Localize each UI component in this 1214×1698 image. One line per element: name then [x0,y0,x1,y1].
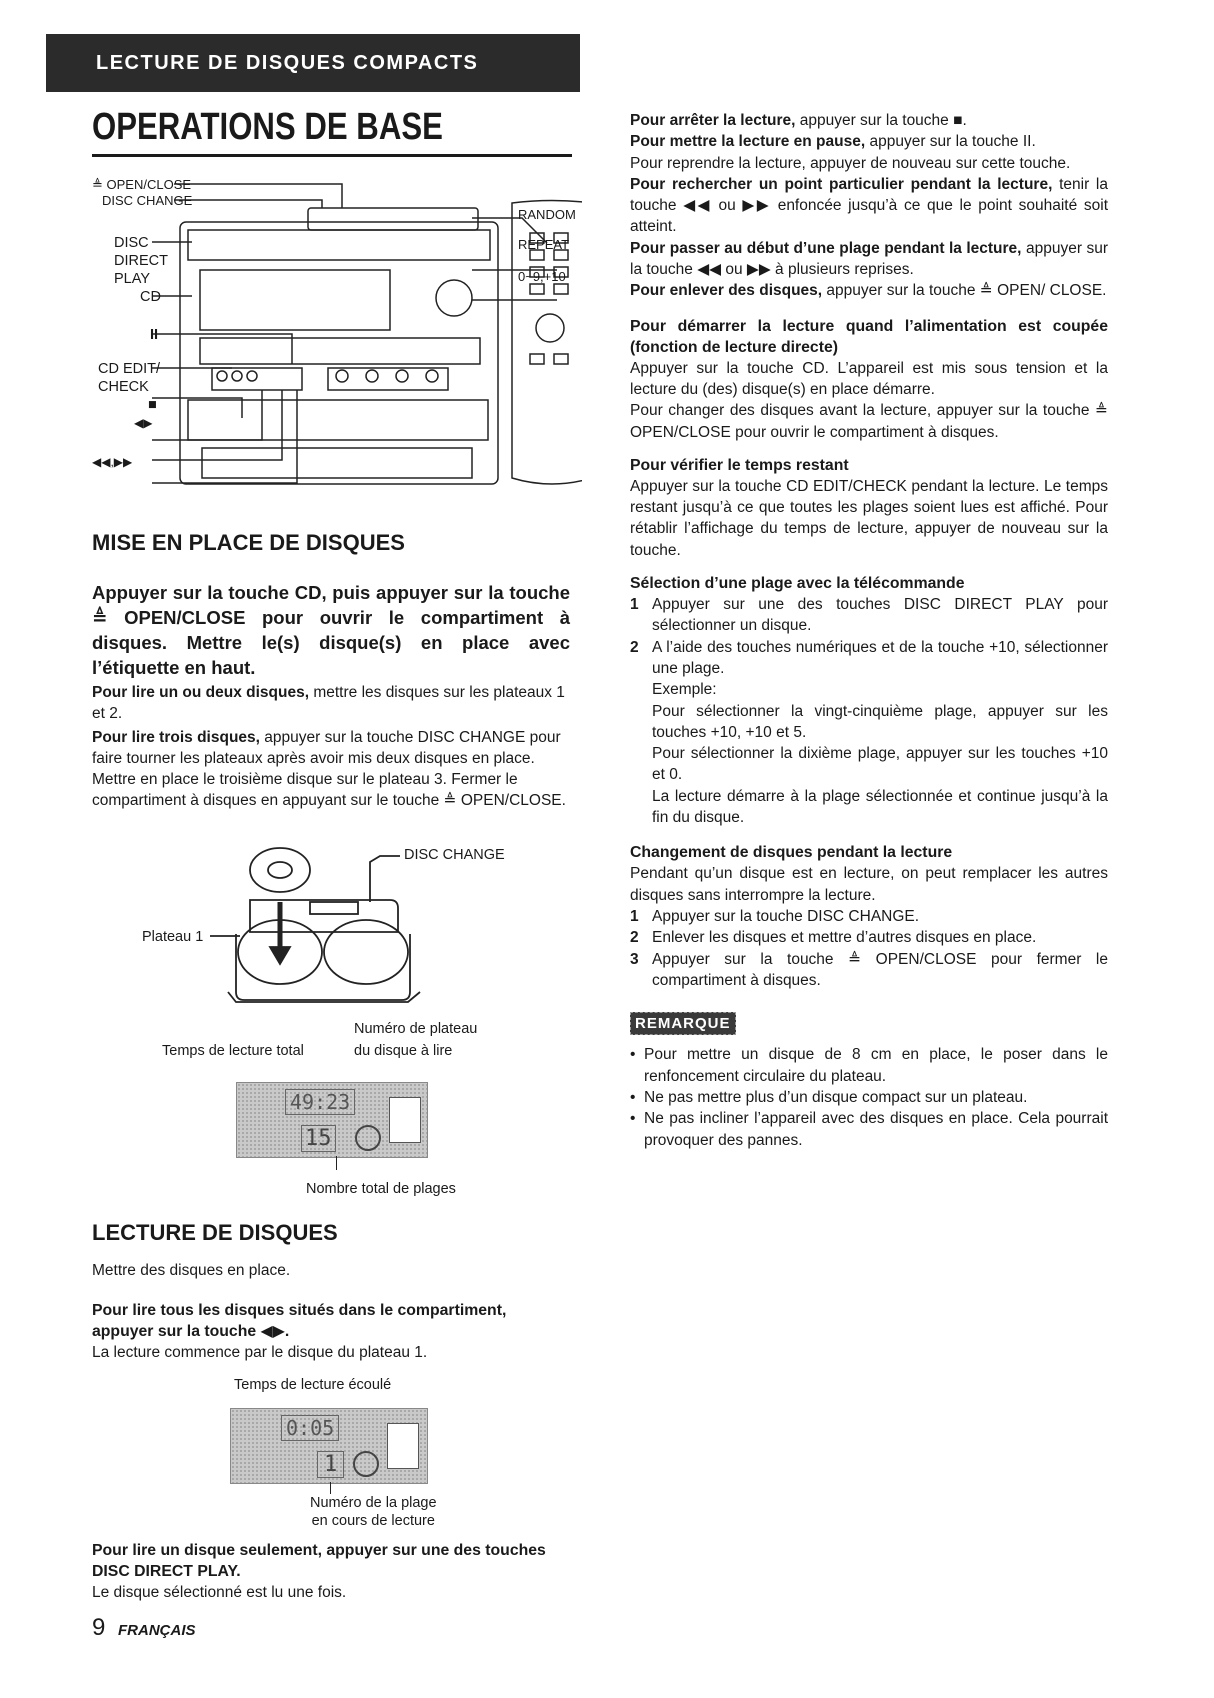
s4-list [630,906,1108,991]
lcd1-time: 49:23 [285,1089,355,1115]
heading-mise-en-place: MISE EN PLACE DE DISQUES [92,530,405,555]
s4-title: Changement de disques pendant la lecture [630,844,953,862]
label-number-keys: 0~9,+10 [518,269,566,284]
mise-p1-text: mettre les disques sur les plateaux 1 et 2. [92,684,565,723]
label-cd: CD [140,289,161,305]
lecture-sub1: Pour lire tous les disques situés dans le compartiment, appuyer sur la touche ◀▶. [92,1302,507,1340]
lcd1-tracks: 15 [301,1125,336,1152]
page-title: OPERATIONS DE BASE [92,106,443,148]
list-item: 2 Enlever les disques et mettre d’autres disques en place. [630,929,1037,947]
notes-list [630,1044,1108,1150]
label-open-close: ≜ OPEN/CLOSE [92,177,192,192]
lcd2-numero-plage-2: en cours de lecture [311,1513,435,1529]
tray-plateau-label: Plateau 1 [142,929,204,945]
r1-bold: Pour arrêter la lecture, [630,112,796,129]
lcd2-time: 0:05 [281,1415,339,1441]
lcd2-pointer-line [330,1482,331,1494]
lcd1-disc-icon [355,1125,381,1151]
list-item: • Pour mettre un disque de 8 cm en place, le poser dans le renfoncement circulaire du plateau. [630,1044,1108,1087]
label-pause: II [150,327,159,343]
lcd1-track-grid [389,1097,421,1143]
r1-text: appuyer sur la touche ■. [795,112,967,129]
lcd1-temps-total: Temps de lecture total [162,1043,304,1059]
section-banner: LECTURE DE DISQUES COMPACTS [46,34,580,92]
r3-text: Pour reprendre la lecture, appuyer de nouveau sur cette touche. [630,154,1071,172]
lcd2-track: 1 [317,1451,344,1478]
list-item: 3 Appuyer sur la touche ≜ OPEN/CLOSE pour fermer le compartiment à disques. [630,950,1108,989]
mise-p1-bold: Pour lire un ou deux disques, [92,684,310,701]
s3-title: Sélection d’une plage avec la télécommande [630,575,965,593]
lcd2-temps-ecoule: Temps de lecture écoulé [234,1377,392,1393]
remarque-badge: REMARQUE [630,1012,736,1035]
lcd1-pointer-line [336,1156,337,1170]
label-play: PLAY [114,271,151,287]
lecture-sub2-text: Le disque sélectionné est lu une fois. [92,1584,347,1601]
label-direct: DIRECT [114,253,168,269]
list-item: 1 Appuyer sur la touche DISC CHANGE. [630,907,920,925]
r6-text: appuyer sur la touche ≜ OPEN/ CLOSE. [822,282,1107,300]
tray-figure [140,842,540,1012]
lcd2-numero-plage [310,1494,437,1530]
list-item: 2 A l’aide des touches numériques et de la touche +10, sélectionner une plage. [630,638,1108,677]
s3-example-1: Pour sélectionner la vingt-cinquième plage, appuyer sur les touches +10, +10 et 5. [652,702,1108,741]
mise-p2-text: appuyer sur la touche DISC CHANGE pour faire tourner les plateaux après avoir mis deux disques en place. Mettre en place le troisième disque sur le plateau 3. Fermer le compartiment à disques en appuyant sur le touche ≜ OPEN/CLOSE. [92,728,566,810]
lcd2-disc-icon [353,1451,379,1477]
s1-p1: Appuyer sur la touche CD. L’appareil est mis sous tension et la lecture du (des) disque(s) en place démarre. [630,359,1108,398]
label-disc: DISC [114,235,149,251]
unit-diagram [92,178,582,508]
r5-bold: Pour passer au début d’une plage pendant la lecture, [630,239,1022,257]
unit-drawing [92,178,582,508]
lcd1-numero-plateau-1: Numéro de plateau [354,1021,478,1037]
lcd2-numero-plage-1: Numéro de la plage [310,1495,437,1511]
lecture-sub1-text: La lecture commence par le disque du plateau 1. [92,1344,428,1361]
s2-p: Appuyer sur la touche CD EDIT/CHECK pendant la lecture. Le temps restant jusqu’à ce que toutes les plages soient lues est affiché. Pour rétablir l’affichage du temps de lecture, appuyer de nouveau sur la touche. [630,477,1108,559]
list-item: • Ne pas incliner l’appareil avec des disques en place. Cela pourrait provoquer des pannes. [630,1108,1108,1151]
lecture-sub2: Pour lire un disque seulement, appuyer sur une des touches DISC DIRECT PLAY. [92,1542,546,1580]
r4-bold: Pour rechercher un point particulier pendant la lecture, [630,175,1053,193]
list-item: 1 Appuyer sur une des touches DISC DIRECT PLAY pour sélectionner un disque. [630,596,1108,635]
label-stop: ■ [148,397,157,413]
right-column [630,110,1108,1151]
title-rule [92,154,572,157]
list-item: • Ne pas mettre plus d’un disque compact sur un plateau. [630,1087,1108,1108]
heading-lecture: LECTURE DE DISQUES [92,1220,338,1245]
s3-list [630,594,1108,679]
s3-example-3: La lecture démarre à la plage sélectionnée et continue jusqu’à la fin du disque. [652,787,1108,827]
s1-title: Pour démarrer la lecture quand l’alimentation est coupée (fonction de lecture directe) [630,317,1108,356]
lcd1-nombre-plages: Nombre total de plages [306,1181,456,1197]
s2-title: Pour vérifier le temps restant [630,456,849,474]
s3-example-2: Pour sélectionner la dixième plage, appuyer sur les touches +10 et 0. [652,745,1108,784]
s3-example-label: Exemple: [652,681,717,699]
s1-p2: Pour changer des disques avant la lecture, appuyer sur la touche ≜ OPEN/CLOSE pour ouvrir le compartiment à disques. [630,402,1108,441]
tray-drawing [140,842,540,1012]
label-skip: ◀◀,▶▶ [92,455,133,469]
lcd1-numero-plateau-2: du disque à lire [354,1043,453,1059]
label-disc-change: DISC CHANGE [102,193,193,208]
lecture-intro: Mettre des disques en place. [92,1262,291,1279]
tray-disc-change-label: DISC CHANGE [404,847,505,863]
label-check: CHECK [98,379,149,395]
r2-bold: Pour mettre la lecture en pause, [630,133,866,151]
label-repeat: REPEAT [518,237,570,252]
lcd2-track-grid [387,1423,419,1469]
mise-body [92,682,570,812]
label-play-symbol: ◀▶ [134,416,153,430]
label-cd-edit: CD EDIT/ [98,361,161,377]
mise-lead: Appuyer sur la touche CD, puis appuyer sur la touche ≜ OPEN/CLOSE pour ouvrir le compartiment à disques. Mettre le(s) disque(s) en place avec l’étiquette en haut. [92,582,570,678]
lcd-display-elapsed [230,1408,428,1484]
page-language: FRANÇAIS [118,1622,196,1639]
r4-text: tenir la touche ◀◀ ou ▶▶ enfoncée jusqu’à ce que le point souhaité soit atteint. [630,175,1108,236]
page-number: 9 [92,1614,106,1641]
label-random: RANDOM [518,207,576,222]
s4-p: Pendant qu’un disque est en lecture, on peut remplacer les autres disques sans interrompre la lecture. [630,865,1108,904]
r6-bold: Pour enlever des disques, [630,282,823,300]
mise-p2-bold: Pour lire trois disques, [92,728,260,746]
r5-text: appuyer sur la touche ◀◀ ou ▶▶ à plusieurs reprises. [630,239,1108,279]
lcd-display-total [236,1082,428,1158]
r2-text: appuyer sur la touche II. [865,133,1036,151]
